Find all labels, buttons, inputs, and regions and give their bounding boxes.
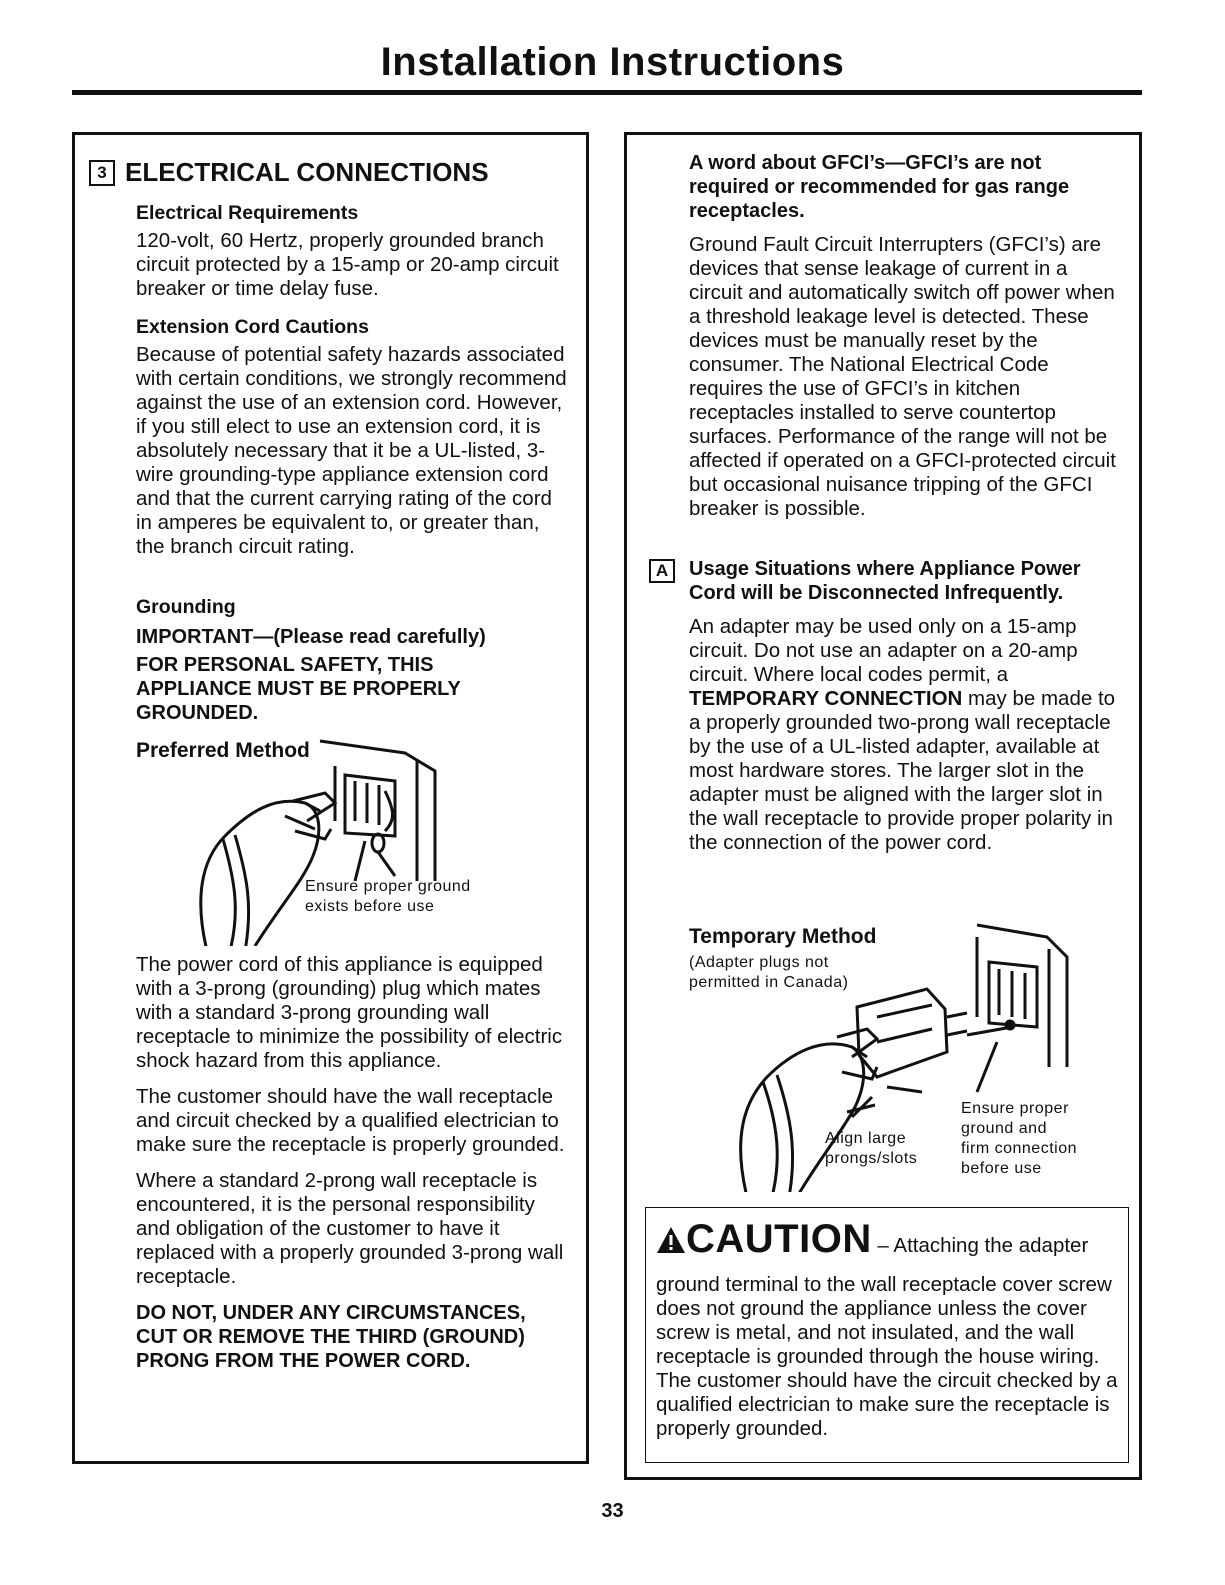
- electrical-connections-panel: [72, 132, 589, 1464]
- extension-cord-block: [136, 315, 572, 559]
- temporary-method-label: Temporary Method: [689, 925, 877, 948]
- usage-block: [689, 557, 1125, 855]
- caution-text: ground terminal to the wall receptacle cover screw does not ground the appliance unless the cover screw is metal, and not insulated, and the wall receptacle is grounded through the house wiring. The customer should have the circuit checked by a qualified electrician to make sure the receptacle is properly grounded.: [656, 1273, 1118, 1440]
- important-note: IMPORTANT—(Please read carefully): [136, 626, 486, 648]
- fig2-align-caption: [825, 1129, 917, 1169]
- do-not-cut-warning: DO NOT, UNDER ANY CIRCUMSTANCES, CUT OR REMOVE THE THIRD (GROUND) PRONG FROM THE POWER CORD.: [136, 1302, 526, 1372]
- usage-heading: Usage Situations where Appliance Power Cord will be Disconnected Infrequently.: [689, 558, 1081, 604]
- fig2-ensure-line-1: Ensure proper: [961, 1100, 1069, 1117]
- caution-header: [656, 1216, 1118, 1271]
- fig1-caption: [305, 877, 471, 917]
- extension-cord-heading: Extension Cord Cautions: [136, 316, 369, 338]
- gfci-text: Ground Fault Circuit Interrupters (GFCI’s) are devices that sense leakage of current in a circuit and automatically switch off power when a threshold leakage level is detected. These devices must be manually reset by the consumer. The National Electrical Code requires the use of GFCI’s in kitchen receptacles installed to serve countertop surfaces. Performance of the range will not be affected if operated on a GFCI-protected circuit but occasional nuisance tripping of the GFCI breaker is possible.: [689, 233, 1116, 520]
- temporary-note-line-2: permitted in Canada): [689, 974, 849, 991]
- adapter-text-part-1: An adapter may be used only on a 15-amp circuit. Do not use an adapter on a 20-amp circuit. Where local codes permit, a: [689, 615, 1078, 686]
- electrical-requirements-text: 120-volt, 60 Hertz, properly grounded branch circuit protected by a 15-amp or 20-amp circuit breaker or time delay fuse.: [136, 229, 559, 300]
- adapter-text: [689, 615, 1125, 855]
- fig2-ensure-caption: [961, 1099, 1077, 1179]
- electrical-requirements-heading: Electrical Requirements: [136, 202, 359, 224]
- fig1-caption-line-1: Ensure proper ground: [305, 878, 471, 895]
- gfci-adapter-panel: [624, 132, 1142, 1480]
- power-cord-block: [136, 953, 572, 1373]
- caution-lead: Attaching the adapter: [893, 1234, 1089, 1257]
- grounding-block: [136, 595, 572, 725]
- gfci-block: [689, 151, 1125, 521]
- caution-word: CAUTION: [686, 1217, 872, 1261]
- usage-letter-wrap: [649, 559, 685, 584]
- page-number: 33: [601, 1500, 624, 1522]
- gfci-heading: A word about GFCI’s—GFCI’s are not required or recommended for gas range receptacles.: [689, 152, 1070, 222]
- fig2-ensure-line-4: before use: [961, 1160, 1042, 1177]
- warning-triangle-icon: [656, 1226, 686, 1254]
- usage-letter-badge: A: [649, 559, 675, 583]
- preferred-method-label: Preferred Method: [136, 739, 310, 762]
- fig2-align-line-2: prongs/slots: [825, 1150, 918, 1167]
- adapter-text-part-2: may be made to a properly grounded two-prong wall receptacle by the use of a UL-listed adapter, available at most hardware stores. The larger slot in the adapter must be aligned with the larger slot in the wall receptacle to provide proper polarity in the connection of the power cord.: [689, 687, 1116, 854]
- temporary-note-line-1: (Adapter plugs not: [689, 954, 829, 971]
- fig2-align-line-1: Align large: [825, 1130, 907, 1147]
- section-heading: [89, 157, 489, 188]
- fig2-ensure-line-3: firm connection: [961, 1140, 1077, 1157]
- caution-dash: –: [871, 1234, 894, 1257]
- page-title: Installation Instructions: [380, 40, 845, 84]
- section-number-badge: 3: [89, 160, 115, 186]
- temporary-connection: TEMPORARY CONNECTION: [689, 687, 963, 710]
- fig2-ensure-line-2: ground and: [961, 1120, 1047, 1137]
- grounding-heading: Grounding: [136, 596, 236, 618]
- two-prong-text: Where a standard 2-prong wall receptacle is encountered, it is the personal responsibility and obligation of the customer to have it replaced with a properly grounded 3-prong wall receptacle.: [136, 1169, 564, 1288]
- extension-cord-text: Because of potential safety hazards associated with certain conditions, we strongly recommend against the use of an extension cord. However, if you still elect to use an extension cord, it is absolutely necessary that it be a UL-listed, 3-wire grounding-type appliance extension cord and that the current carrying rating of the cord in amperes be equivalent to, or greater than, the branch circuit rating.: [136, 343, 567, 558]
- section-title: ELECTRICAL CONNECTIONS: [125, 157, 489, 187]
- caution-box: [645, 1207, 1129, 1463]
- safety-warning: FOR PERSONAL SAFETY, THIS APPLIANCE MUST BE PROPERLY GROUNDED.: [136, 654, 461, 724]
- power-cord-text: The power cord of this appliance is equipped with a 3-prong (grounding) plug which mates with a standard 3-prong grounding wall receptacle to minimize the possibility of electric shock hazard from this appliance.: [136, 953, 563, 1072]
- fig1-caption-line-2: exists before use: [305, 898, 435, 915]
- customer-check-text: The customer should have the wall receptacle and circuit checked by a qualified electrician to make sure the receptacle is properly grounded.: [136, 1085, 565, 1156]
- electrical-requirements-block: [136, 201, 572, 301]
- title-rule: [72, 90, 1142, 95]
